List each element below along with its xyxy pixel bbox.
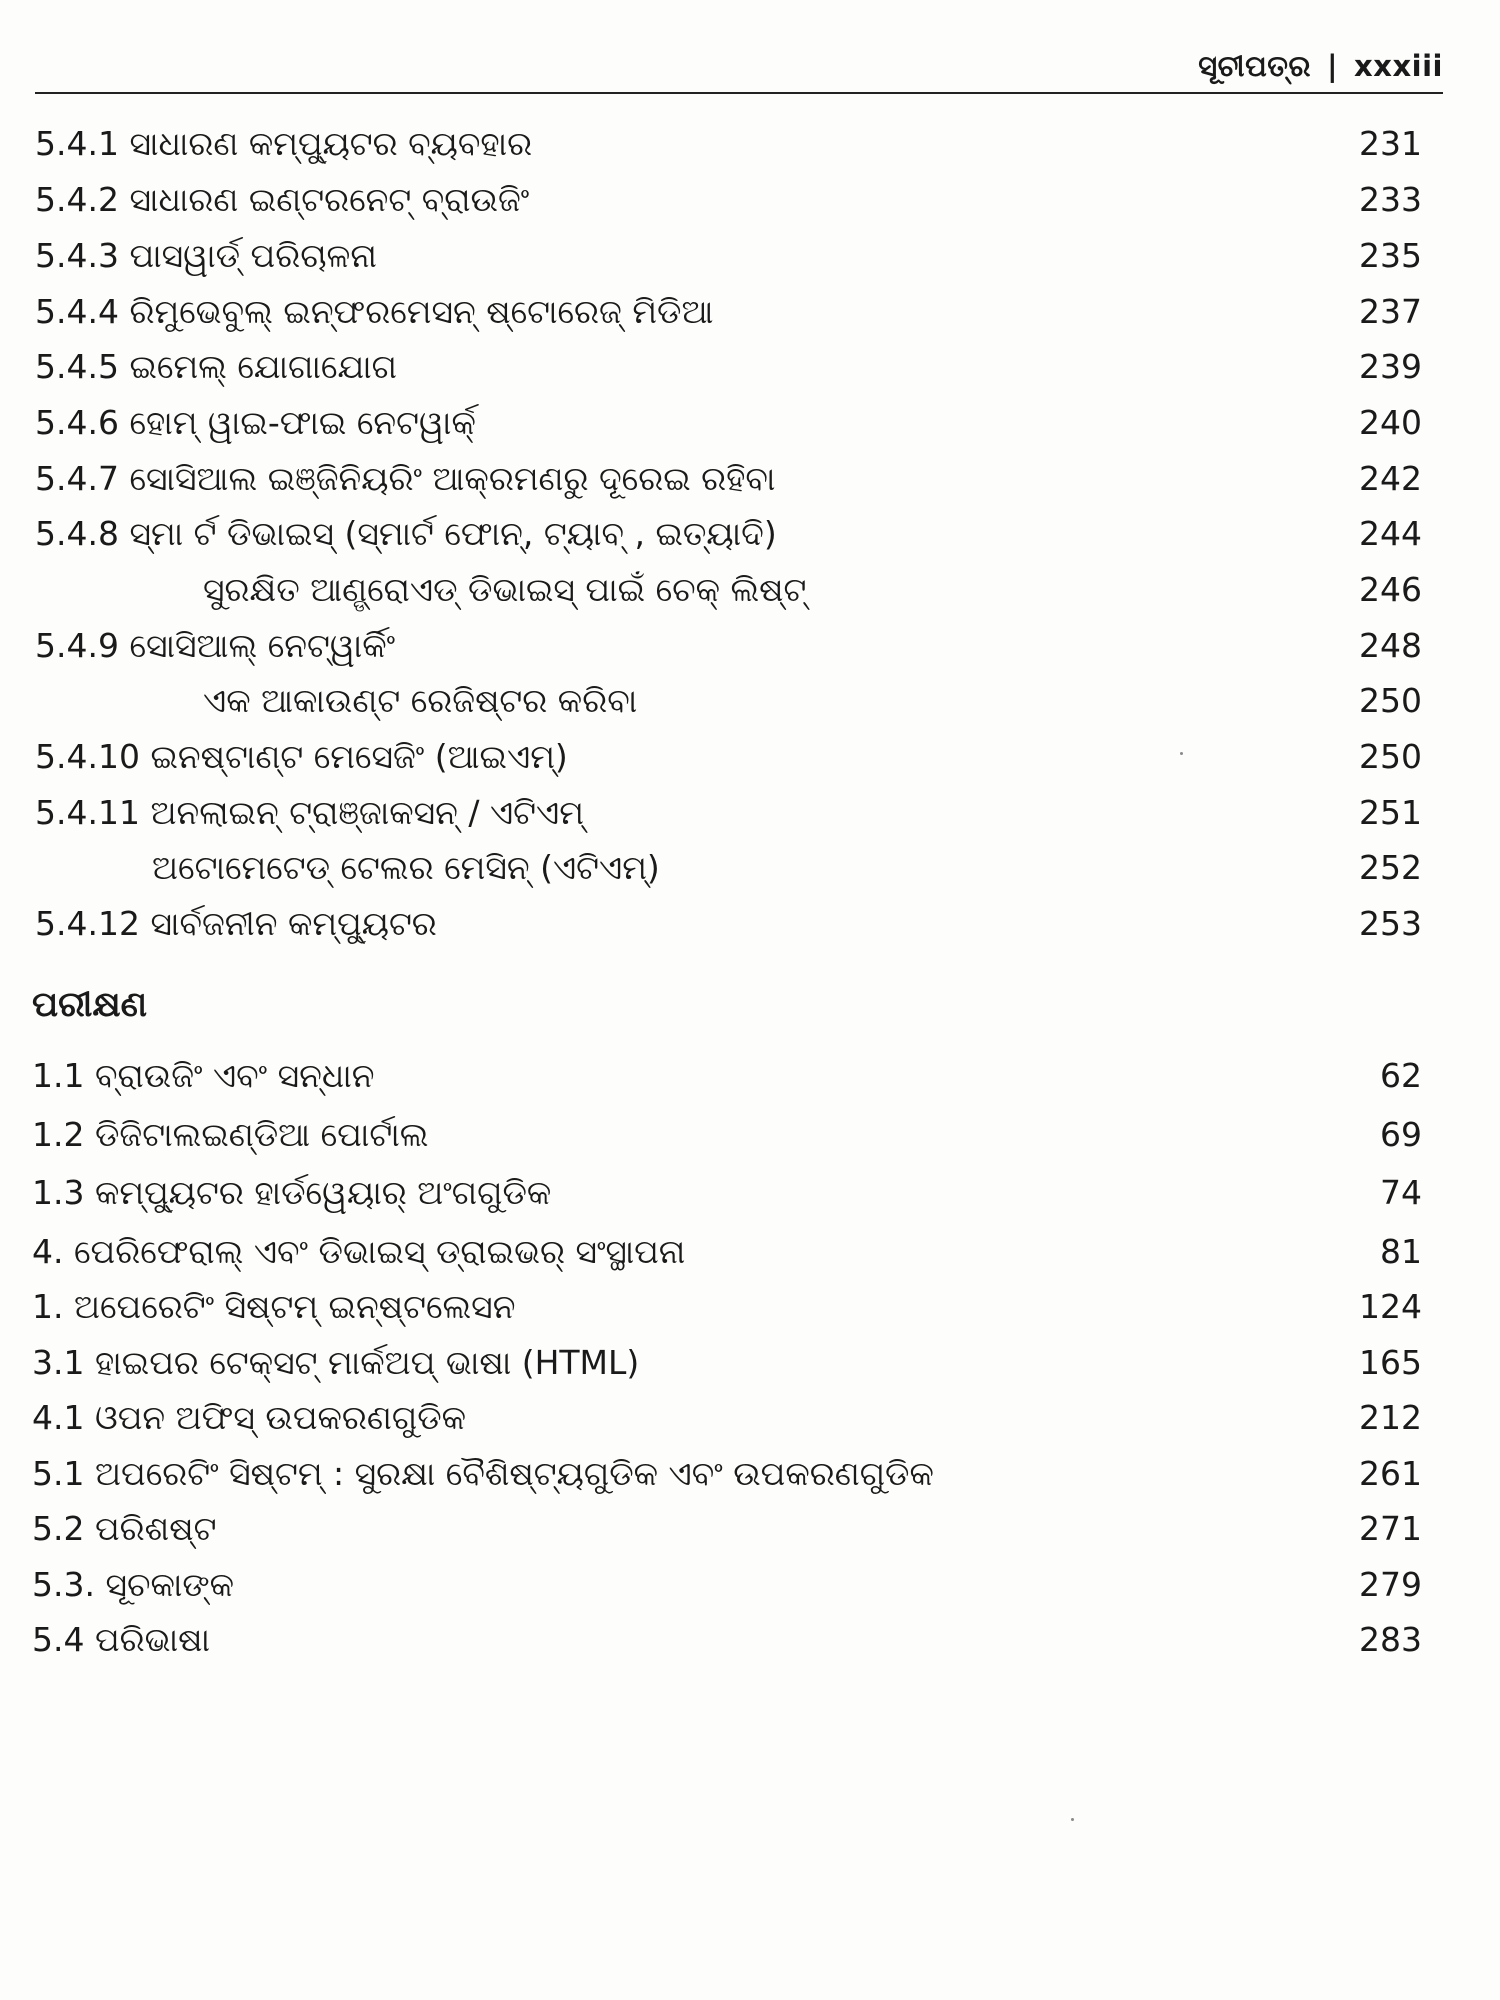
exercise-entry bbox=[0, 1338, 1500, 1388]
exercise-entry-label: 1.1 ବ୍ରାଉଜିଂ ଏବଂ ସନ୍ଧାନ bbox=[32, 1056, 375, 1095]
toc-entry bbox=[0, 454, 1500, 504]
exercise-entry-page: 124 bbox=[1359, 1287, 1422, 1326]
toc-entry-page: 253 bbox=[1359, 904, 1422, 943]
exercise-entry bbox=[0, 1227, 1500, 1277]
exercise-entry bbox=[0, 1393, 1500, 1443]
toc-entry-page: 239 bbox=[1359, 347, 1422, 386]
toc-entry-label: 5.4.9 ସୋସିଆଲ୍ ନେଟ୍ୱାର୍କିଂ bbox=[35, 626, 396, 665]
exercise-entry-page: 81 bbox=[1380, 1232, 1422, 1271]
toc-entry-page: 246 bbox=[1359, 570, 1422, 609]
exercise-entry-label: 1. ଅପେରେଟିଂ ସିଷ୍ଟମ୍ ଇନ୍‌ଷ୍ଟଲେସନ bbox=[32, 1287, 516, 1326]
toc-entry-page: 240 bbox=[1359, 403, 1422, 442]
toc-entry-label: 5.4.7 ସୋସିଆଲ ଇଞ୍ଜିନିୟରିଂ ଆକ୍ରମଣରୁ ଦୂରେଇ ରହିବା bbox=[35, 459, 776, 498]
header-section-title: ସୂଚୀପତ୍ର bbox=[1198, 48, 1311, 83]
header-separator: | bbox=[1326, 49, 1339, 83]
exercise-entry bbox=[0, 1615, 1500, 1665]
exercises-heading: ପରୀକ୍ଷଣ bbox=[32, 985, 148, 1025]
toc-entry-page: 237 bbox=[1359, 292, 1422, 331]
exercise-entry-label: 5.1 ଅପରେଟିଂ ସିଷ୍ଟମ୍ : ସୁରକ୍ଷା ବୈଶିଷ୍ଟ୍ୟଗୁଡିକ ଏବଂ ଉପକରଣଗୁଡିକ bbox=[32, 1454, 934, 1493]
toc-entry bbox=[0, 732, 1500, 782]
exercise-entry-label: 4.1 ଓପନ ଅଫିସ୍ ଉପକରଣଗୁଡିକ bbox=[32, 1398, 467, 1437]
toc-entry-label: 5.4.8 ସ୍ମା ର୍ଟ ଡିଭାଇସ୍ (ସ୍ମାର୍ଟ ଫୋନ୍, ଟ୍ୟାବ୍ , ଇତ୍ୟାଦି) bbox=[35, 514, 777, 553]
exercise-entry-label: 1.2 ଡିଜିଟାଲଇଣ୍ଡିଆ ପୋର୍ଟାଲ bbox=[32, 1115, 429, 1154]
toc-entry-label: 5.4.6 ହୋମ୍ ୱାଇ-ଫାଇ ନେଟୱାର୍କ୍ bbox=[35, 403, 476, 442]
toc-entry-page: 242 bbox=[1359, 459, 1422, 498]
header-page-number: xxxiii bbox=[1354, 49, 1443, 83]
toc-entry bbox=[0, 287, 1500, 337]
toc-entry bbox=[0, 621, 1500, 671]
toc-entry-page: 244 bbox=[1359, 514, 1422, 553]
toc-entry-label: ସୁରକ୍ଷିତ ଆଣ୍ଡ୍ରୋଏଡ୍ ଡିଭାଇସ୍ ପାଇଁ ଚେକ୍ ଲିଷ୍ଟ୍ bbox=[203, 570, 807, 609]
toc-entry bbox=[0, 509, 1500, 559]
header-rule bbox=[35, 92, 1443, 94]
scan-speck bbox=[1071, 1818, 1074, 1821]
toc-entry-page: 250 bbox=[1359, 681, 1422, 720]
exercise-entry-label: 1.3 କମ୍ପ୍ୟୁଟର ହାର୍ଡୱେୟାର୍ ଅଂଗଗୁଡିକ bbox=[32, 1173, 552, 1212]
toc-entry-label: ଅଟୋମେଟେଡ୍ ଟେଲର ମେସିନ୍ (ଏଟିଏମ୍) bbox=[152, 848, 660, 887]
exercise-entry-page: 279 bbox=[1359, 1565, 1422, 1604]
exercise-entry-page: 212 bbox=[1359, 1398, 1422, 1437]
toc-entry bbox=[0, 175, 1500, 225]
toc-entry-label: 5.4.3 ପାସୱାର୍ଡ୍ ପରିଚାଳନା bbox=[35, 236, 377, 275]
toc-entry-page: 231 bbox=[1359, 124, 1422, 163]
toc-entry-label: 5.4.5 ଇମେଲ୍ ଯୋଗାଯୋଗ bbox=[35, 347, 397, 386]
exercise-entry bbox=[0, 1110, 1500, 1160]
exercise-entry-page: 261 bbox=[1359, 1454, 1422, 1493]
toc-entry-label: 5.4.4 ରିମୁଭେବୁଲ୍ ଇନ୍‌ଫରମେସନ୍ ଷ୍ଟୋରେଜ୍ ମିଡିଆ bbox=[35, 292, 714, 331]
exercise-entry bbox=[0, 1051, 1500, 1101]
exercise-entry bbox=[0, 1560, 1500, 1610]
exercise-entry-page: 165 bbox=[1359, 1343, 1422, 1382]
toc-entry-label: 5.4.2 ସାଧାରଣ ଇଣ୍ଟରନେଟ୍ ବ୍ରାଉଜିଂ bbox=[35, 180, 530, 219]
toc-entry-page: 252 bbox=[1359, 848, 1422, 887]
toc-entry-label: 5.4.1 ସାଧାରଣ କମ୍ପ୍ୟୁଟର ବ୍ୟବହାର bbox=[35, 124, 533, 163]
exercise-entry bbox=[0, 1449, 1500, 1499]
toc-entry-page: 248 bbox=[1359, 626, 1422, 665]
exercise-entry-label: 5.4 ପରିଭାଷା bbox=[32, 1620, 211, 1659]
exercise-entry bbox=[0, 1504, 1500, 1554]
toc-entry-label: 5.4.10 ଇନଷ୍ଟାଣ୍ଟ ମେସେଜିଂ (ଆଇଏମ୍) bbox=[35, 737, 568, 776]
exercise-entry-label: 4. ପେରିଫେରାଲ୍ ଏବଂ ଡିଭାଇସ୍ ଡ୍ରାଇଭର୍ ସଂସ୍ଥାପନା bbox=[32, 1232, 686, 1271]
toc-entry bbox=[0, 899, 1500, 949]
toc-entry-page: 233 bbox=[1359, 180, 1422, 219]
exercise-entry-label: 5.2 ପରିଶଷ୍ଟ bbox=[32, 1509, 217, 1548]
exercise-entry-page: 69 bbox=[1380, 1115, 1422, 1154]
toc-entry-label: 5.4.12 ସାର୍ବଜନୀନ କମ୍ପ୍ୟୁଟର bbox=[35, 904, 437, 943]
toc-entry bbox=[0, 843, 1500, 893]
toc-entry-page: 251 bbox=[1359, 793, 1422, 832]
toc-entry bbox=[0, 342, 1500, 392]
toc-entry-page: 250 bbox=[1359, 737, 1422, 776]
exercise-entry bbox=[0, 1168, 1500, 1218]
toc-entry bbox=[0, 398, 1500, 448]
toc-entry-label: ଏକ ଆକାଉଣ୍ଟ ରେଜିଷ୍ଟର କରିବା bbox=[203, 681, 638, 720]
toc-entry bbox=[0, 788, 1500, 838]
exercise-entry-page: 62 bbox=[1380, 1056, 1422, 1095]
toc-entry bbox=[0, 231, 1500, 281]
exercise-entry-label: 5.3. ସୂଚକାଙ୍କ bbox=[32, 1565, 235, 1604]
exercise-entry bbox=[0, 1282, 1500, 1332]
exercise-entry-page: 74 bbox=[1380, 1173, 1422, 1212]
toc-entry bbox=[0, 119, 1500, 169]
toc-entry bbox=[0, 676, 1500, 726]
toc-entry-page: 235 bbox=[1359, 236, 1422, 275]
scan-speck bbox=[1180, 752, 1183, 755]
toc-entry-label: 5.4.11 ଅନଲାଇନ୍ ଟ୍ରାଞ୍ଜାକସନ୍ / ଏଟିଏମ୍ bbox=[35, 793, 584, 832]
toc-entry bbox=[0, 565, 1500, 615]
exercise-entry-page: 271 bbox=[1359, 1509, 1422, 1548]
exercise-entry-label: 3.1 ହାଇପର ଟେକ୍ସଟ୍ ମାର୍କଅପ୍ ଭାଷା (HTML) bbox=[32, 1343, 640, 1382]
exercise-entry-page: 283 bbox=[1359, 1620, 1422, 1659]
running-header bbox=[1198, 46, 1443, 86]
